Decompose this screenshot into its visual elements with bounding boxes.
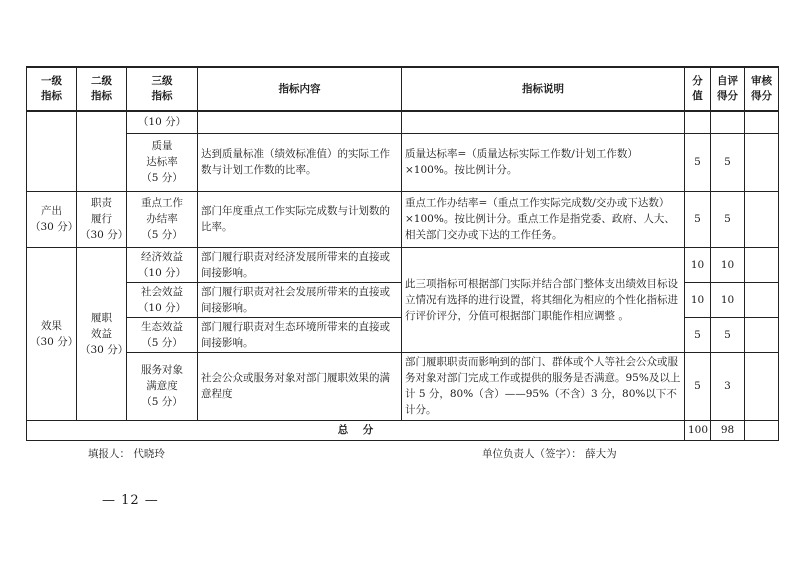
social-score: 10 [685, 282, 711, 317]
self-empty-cell [711, 111, 745, 133]
service-self-score: 3 [711, 352, 745, 420]
header-content: 指标内容 [198, 67, 402, 111]
total-review-score [745, 420, 779, 440]
key-work-self-score: 5 [711, 191, 745, 247]
score-empty-cell [685, 111, 711, 133]
ecological-score: 5 [685, 317, 711, 352]
service-score: 5 [685, 352, 711, 420]
filler-info [88, 446, 165, 461]
quality-score: 5 [685, 133, 711, 191]
level2-empty-cell [77, 111, 127, 191]
quality-description: 质量达标率=（质量达标实际工作数/计划工作数）×100%。按比例计分。 [402, 133, 685, 191]
ecological-review-score [745, 317, 779, 352]
social-self-score: 10 [711, 282, 745, 317]
economic-level3: 经济效益 （10 分） [127, 247, 198, 282]
header-level1: 一级 指标 [27, 67, 77, 111]
table-row [27, 191, 779, 247]
key-work-description: 重点工作办结率=（重点工作实际完成数/交办或下达数）×100%。按比例计分。重点工作是指党委、政府、人大、相关部门交办或下达的工作任务。 [402, 191, 685, 247]
table-header-row [27, 67, 779, 111]
social-level3: 社会效益 （10 分） [127, 282, 198, 317]
key-work-content: 部门年度重点工作实际完成数与计划数的比率。 [198, 191, 402, 247]
filler-name: 代晓玲 [133, 448, 165, 460]
key-work-level3: 重点工作 办结率 （5 分） [127, 191, 198, 247]
total-label: 总 分 [27, 420, 685, 440]
service-level3: 服务对象 满意度 （5 分） [127, 352, 198, 420]
service-content: 社会公众或服务对象对部门履职效果的满意程度 [198, 352, 402, 420]
header-self-score: 自评 得分 [711, 67, 745, 111]
ecological-content: 部门履行职责对生态环境所带来的直接或间接影响。 [198, 317, 402, 352]
ecological-level3: 生态效益 （5 分） [127, 317, 198, 352]
content-empty-cell [198, 111, 402, 133]
quality-content: 达到质量标准（绩效标准值）的实际工作数与计划工作数的比率。 [198, 133, 402, 191]
principal-name: 薛大为 [585, 448, 617, 460]
header-description: 指标说明 [402, 67, 685, 111]
header-review-score: 审核 得分 [745, 67, 779, 111]
total-score: 100 [685, 420, 711, 440]
table-row [27, 247, 779, 282]
performance-evaluation-table [26, 66, 779, 441]
table-row [27, 352, 779, 420]
total-row [27, 420, 779, 440]
benefit-shared-description: 此三项指标可根据部门实际并结合部门整体支出绩效目标设立情况有选择的进行设置，将其细化为相应的个性化指标进行评价评分，分值可根据部门职能作相应调整 。 [402, 247, 685, 352]
page-number: — 12 — [102, 493, 159, 508]
header-level2: 二级 指标 [77, 67, 127, 111]
review-empty-cell [745, 111, 779, 133]
effect-level2: 履职 效益 （30 分） [77, 247, 127, 420]
social-review-score [745, 282, 779, 317]
total-self-score: 98 [711, 420, 745, 440]
principal-info [482, 446, 617, 461]
economic-content: 部门履行职责对经济发展所带来的直接或间接影响。 [198, 247, 402, 282]
principal-label: 单位负责人（签字）： [482, 448, 582, 460]
economic-review-score [745, 247, 779, 282]
quality-review-score [745, 133, 779, 191]
social-content: 部门履行职责对社会发展所带来的直接或间接影响。 [198, 282, 402, 317]
service-review-score [745, 352, 779, 420]
desc-empty-cell [402, 111, 685, 133]
service-description: 部门履职职责而影响到的部门、群体或个人等社会公众或服务对象对部门完成工作或提供的服务是否满意。95%及以上计 5 分，80%（含）——95%（不含）3 分，80%以下不计分。 [402, 352, 685, 420]
quality-self-score: 5 [711, 133, 745, 191]
output-level2: 职责 履行 （30 分） [77, 191, 127, 247]
key-work-score: 5 [685, 191, 711, 247]
output-level1: 产出 （30 分） [27, 191, 77, 247]
header-level3: 三级 指标 [127, 67, 198, 111]
header-score: 分 值 [685, 67, 711, 111]
quality-level3: 质量 达标率 （5 分） [127, 133, 198, 191]
effect-level1: 效果 （30 分） [27, 247, 77, 420]
economic-score: 10 [685, 247, 711, 282]
level3-continuation: （10 分） [127, 111, 198, 133]
level1-empty-cell [27, 111, 77, 191]
table-row [27, 133, 779, 191]
filler-label: 填报人： [88, 448, 130, 460]
table-row [27, 111, 779, 133]
key-work-review-score [745, 191, 779, 247]
ecological-self-score: 5 [711, 317, 745, 352]
economic-self-score: 10 [711, 247, 745, 282]
